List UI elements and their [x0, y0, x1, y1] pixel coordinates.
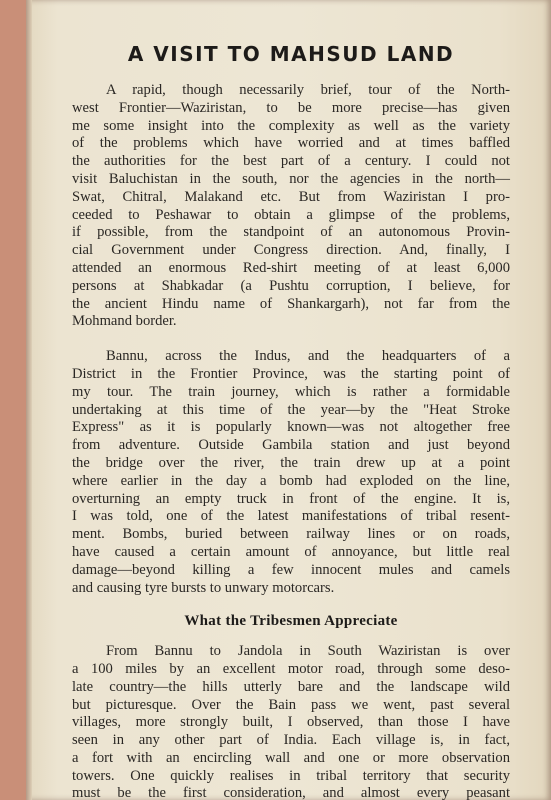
paragraph-line: attended an enormous Red-shirt meeting of at least 6,000 [72, 259, 510, 276]
paragraph-line: undertaking at this time of the year—by the "Heat Stroke [72, 401, 510, 418]
paragraph-line: west Frontier—Waziristan, to be more precise—has given [72, 99, 510, 116]
paragraph-line: damage—beyond killing a few innocent mules and camels [72, 561, 510, 578]
paragraph-line: Swat, Chitral, Malakand etc. But from Waziristan I pro- [72, 188, 510, 205]
paragraph-line: me some insight into the complexity as well as the variety [72, 117, 510, 134]
paragraph-line: cial Government under Congress direction. And, finally, I [72, 242, 510, 259]
paragraph-line: District in the Frontier Province, was the starting point of [72, 365, 510, 382]
paragraph-line: of the problems which have worried and at times baffled [72, 135, 510, 152]
paragraph-line: From Bannu to Jandola in South Waziristan is over [106, 643, 510, 660]
paragraph-line: Express" as it is popularly known—was not altogether free [72, 419, 510, 436]
page-binding-edge [26, 0, 32, 800]
paragraph-line: a fort with an encircling wall and one or more observation [72, 749, 510, 766]
paragraph-line: ceeded to Peshawar to obtain a glimpse of the problems, [72, 206, 510, 223]
paragraph-line: Mohmand border. [72, 313, 177, 330]
paragraph-2 [72, 348, 510, 597]
paragraph-line: persons at Shabkadar (a Pushtu corruption, I believe, for [72, 277, 510, 294]
paragraph-line: but picturesque. Over the Bain pass we went, past several [72, 696, 510, 713]
paragraph-line: my tour. The train journey, which is rather a formidable [72, 383, 510, 400]
paragraph-line: A rapid, though necessarily brief, tour of the North- [106, 82, 510, 98]
paragraph-line: have caused a certain amount of annoyance, but little real [72, 543, 510, 560]
paragraph-line: a 100 miles by an excellent motor road, through some deso- [72, 660, 510, 677]
paragraph-line: visit Baluchistan in the south, nor the agencies in the north— [72, 170, 510, 187]
paragraph-line: if possible, from the standpoint of an autonomous Provin- [72, 224, 510, 241]
paragraph-line: I was told, one of the latest manifestations of tribal resent- [72, 508, 510, 525]
paragraph-1 [72, 82, 510, 331]
paragraph-line: ment. Bombs, buried between railway lines or on roads, [72, 526, 510, 543]
paragraph-line: the authorities for the best part of a century. I could not [72, 153, 510, 170]
paragraph-line: towers. One quickly realises in tribal territory that security [72, 767, 510, 784]
paragraph-line: the ancient Hindu name of Shankargarh), not far from the [72, 295, 510, 312]
article-title: A VISIT TO MAHSUD LAND [127, 42, 455, 66]
paragraph-line: overturning an empty truck in front of the engine. It is, [72, 490, 510, 507]
paper-sheet [26, 0, 551, 800]
paragraph-line: late country—the hills utterly bare and the landscape wild [72, 678, 510, 695]
paragraph-line: Bannu, across the Indus, and the headquarters of a [106, 348, 510, 365]
paragraph-line: and causing tyre bursts to unwary motorcars. [72, 579, 335, 596]
paragraph-line: must be the first consideration, and almost every peasant [72, 785, 510, 800]
article-body [72, 42, 510, 800]
paragraph-3 [72, 643, 510, 800]
section-subheading: What the Tribesmen Appreciate [184, 613, 398, 630]
paragraph-line: where earlier in the day a bomb had exploded on the line, [72, 472, 510, 489]
paragraph-line: the bridge over the river, the train drew up at a point [72, 454, 510, 471]
paragraph-line: seen in any other part of India. Each village is, in fact, [72, 732, 510, 749]
paragraph-line: villages, more strongly built, I observed, than those I have [72, 714, 510, 731]
paragraph-line: from adventure. Outside Gambila station and just beyond [72, 437, 510, 454]
